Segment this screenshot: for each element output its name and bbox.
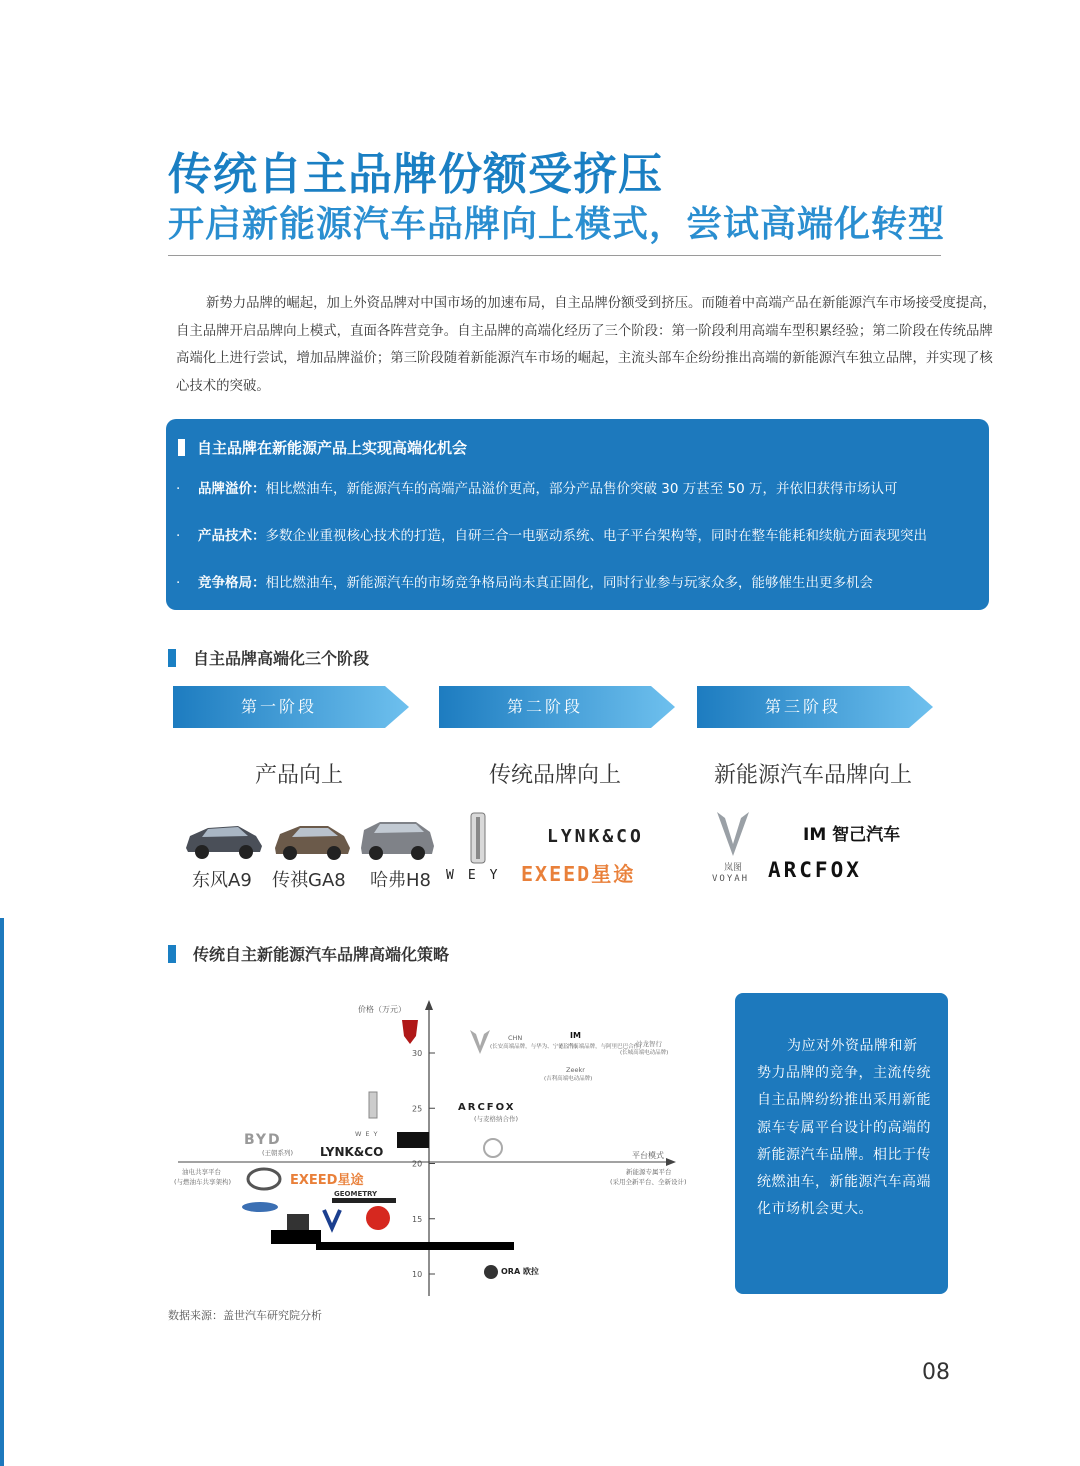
stage-1-arrow: 第一阶段: [173, 686, 409, 728]
chart-point-ora: [484, 1265, 498, 1279]
chart-note-arcfox: (与麦格纳合作): [474, 1115, 519, 1123]
car-image-ga8: [272, 816, 352, 860]
chart-geometry-bar: [332, 1198, 396, 1203]
chart-label-byd: BYD: [244, 1132, 282, 1148]
chart-label-geometry: GEOMETRY: [334, 1190, 378, 1198]
car-label-ga8: 传祺GA8: [272, 870, 346, 891]
voyah-text: VOYAH: [712, 874, 750, 884]
chart-redaction-3: [316, 1242, 514, 1250]
car-image-h8: [358, 816, 436, 860]
chart-label-lynkco: LYNK&CO: [320, 1145, 384, 1159]
chart-point-nio-like: [484, 1139, 502, 1157]
chart-label-chn: CHN: [508, 1034, 523, 1042]
car-label-h8: 哈弗H8: [370, 870, 431, 891]
bullet-competition: · 竞争格局：相比燃油车，新能源汽车的市场竞争格局尚未真正固化，同时行业参与玩家众多，能够催生出更多机会: [176, 575, 873, 591]
chart-note-chn: (长安高端品牌，与华为、宁德合作): [490, 1044, 577, 1050]
data-source: 数据来源：盖世汽车研究院分析: [168, 1309, 322, 1322]
chart-tick-label-25: 25: [412, 1104, 423, 1114]
chart-xlabel: 平台模式: [632, 1151, 664, 1160]
chart-label-wey: WEY: [355, 1130, 382, 1138]
chart-tick-label-10: 10: [412, 1270, 423, 1279]
bullet-product-tech: · 产品技术：多数企业重视核心技术的打造，自研三合一电驱动系统、电子平台架构等，同时在整车能耗和续航方面表现突出: [176, 528, 927, 544]
chart-x-arrow: [666, 1158, 676, 1166]
strategy-chart: [168, 996, 708, 1306]
voyah-logo-icon: [715, 810, 751, 858]
chart-redaction-1: [397, 1132, 429, 1148]
chart-point-chn: [470, 1030, 490, 1054]
chart-x-left-label: 油电共享平台: [182, 1168, 221, 1176]
chart-label-salon: 沙龙智行: [636, 1040, 662, 1048]
page-number: 08: [922, 1360, 950, 1385]
chart-point-geely: [248, 1169, 280, 1189]
chart-note-salon: (长城高端电动品牌): [620, 1050, 669, 1056]
strategy-note-text: 为应对外资品牌和新势力品牌的竞争，主流传统自主品牌纷纷推出采用新能源车专属平台设计的高端的新能源汽车品牌。相比于传统燃油车，新能源汽车高端化市场机会更大。: [757, 1038, 931, 1218]
page-title: 传统自主品牌份额受挤压: [168, 149, 663, 200]
stages-section-title: 自主品牌高端化三个阶段: [168, 646, 369, 669]
chart-point-hongqi: [402, 1020, 418, 1044]
chart-note-byd: (王朝系列): [262, 1149, 294, 1157]
stage-1-desc: 产品向上: [255, 763, 344, 788]
stage-3-desc: 新能源汽车品牌向上: [714, 763, 913, 788]
chart-x-left-sub: (与燃油车共享架构): [174, 1178, 232, 1186]
im-logo: IM 智己汽车: [803, 825, 901, 845]
car-image-a9: [182, 816, 264, 860]
chart-note-zeekr: (吉利高端电动品牌): [544, 1076, 593, 1082]
chart-label-exeed: EXEED星途: [290, 1173, 364, 1188]
chart-ylabel: 价格（万元）: [358, 1005, 406, 1014]
stage-2-desc: 传统品牌向上: [489, 763, 622, 788]
voyah-chinese: 岚图: [724, 863, 743, 873]
strategy-note-box: [735, 993, 948, 1294]
bullet-brand-premium: · 品牌溢价：相比燃油车，新能源汽车的高端产品溢价更高，部分产品售价突破 30 万甚至 50 万，并依旧获得市场认可: [176, 481, 898, 497]
strategy-section-title: 传统自主新能源汽车品牌高端化策略: [168, 942, 449, 965]
chart-point-changan: [324, 1210, 340, 1228]
arcfox-logo: ARCFOX: [768, 858, 862, 882]
page-subtitle: 开启新能源汽车品牌向上模式，尝试高端化转型: [168, 204, 946, 245]
chart-tick-label-30: 30: [412, 1049, 423, 1058]
highlight-heading: 自主品牌在新能源产品上实现高端化机会: [178, 437, 467, 458]
chart-point-geely-2: [242, 1202, 278, 1212]
chart-label-ora: ORA 欧拉: [501, 1267, 539, 1276]
chart-point-brand-a: [287, 1214, 309, 1232]
chart-tick-label-20: 20: [412, 1159, 423, 1169]
wey-logo-icon: [469, 812, 487, 864]
chart-label-im: IM: [570, 1031, 581, 1040]
left-edge-bar: [0, 918, 4, 1466]
exeed-logo: EXEED星途: [521, 862, 636, 886]
chart-point-dongfeng: [366, 1206, 390, 1230]
lynkco-logo: LYNK&CO: [547, 826, 644, 847]
chart-label-zeekr: Zeekr: [566, 1066, 585, 1074]
chart-x-right-label: 新能源专属平台: [626, 1168, 672, 1176]
highlight-box: [166, 419, 989, 610]
stage-3-arrow: 第三阶段: [697, 686, 933, 728]
title-divider: [168, 255, 941, 256]
chart-note-im: (上汽高端品牌，与阿里巴巴合作): [560, 1044, 642, 1050]
heading-bar: [178, 439, 185, 456]
chart-y-arrow: [425, 1000, 433, 1010]
car-label-a9: 东风A9: [192, 870, 252, 891]
wey-logo-text: WEY: [446, 868, 512, 883]
chart-redaction-2: [271, 1230, 321, 1244]
chart-x-right-sub: (采用全新平台、全新设计): [610, 1178, 687, 1186]
chart-label-arcfox: ARCFOX: [458, 1102, 516, 1113]
chart-point-wey: [369, 1092, 377, 1118]
intro-paragraph: 新势力品牌的崛起，加上外资品牌对中国市场的加速布局，自主品牌份额受到挤压。而随着中高端产品在新能源汽车市场接受度提高，自主品牌开启品牌向上模式，直面各阵营竞争。自主品牌的高端化经历了三个阶段：第一阶段利用高端车型积累经验；第二阶段在传统品牌高端化上进行尝试，增加品牌溢价；第三阶段随着新能源汽车市场的崛起，主流头部车企纷纷推出高端的新能源汽车独立品牌，并实现了核心技术的突破。: [176, 296, 997, 394]
stage-2-arrow: 第二阶段: [439, 686, 675, 728]
chart-tick-label-15: 15: [412, 1214, 423, 1224]
